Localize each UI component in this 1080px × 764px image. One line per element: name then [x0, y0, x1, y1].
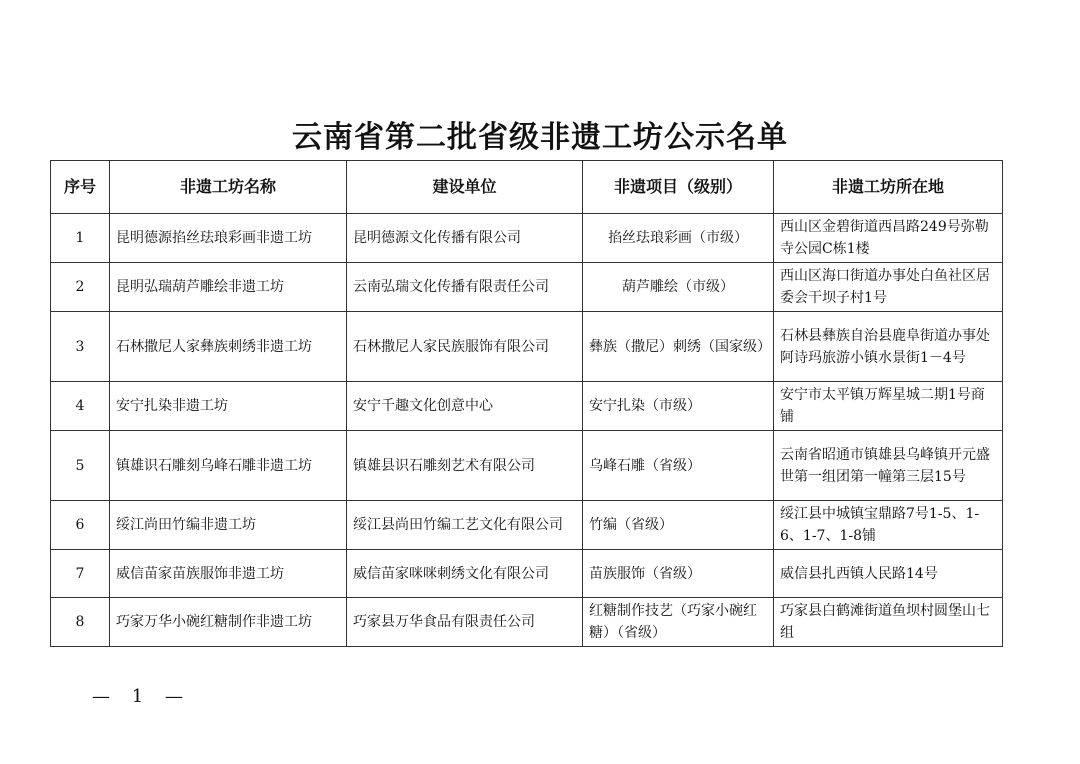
cell-address: 西山区金碧街道西昌路249号弥勒寺公园C栋1楼	[774, 214, 1003, 263]
cell-unit: 石林撒尼人家民族服饰有限公司	[347, 312, 583, 382]
cell-no: 4	[51, 382, 110, 431]
cell-name: 石林撒尼人家彝族刺绣非遗工坊	[110, 312, 347, 382]
cell-name: 巧家万华小碗红糖制作非遗工坊	[110, 598, 347, 647]
cell-no: 6	[51, 501, 110, 550]
cell-unit: 昆明德源文化传播有限公司	[347, 214, 583, 263]
cell-item: 苗族服饰（省级）	[583, 550, 774, 598]
header-unit: 建设单位	[347, 161, 583, 214]
cell-item: 彝族（撒尼）刺绣（国家级）	[583, 312, 774, 382]
cell-name: 安宁扎染非遗工坊	[110, 382, 347, 431]
cell-item: 掐丝珐琅彩画（市级）	[583, 214, 774, 263]
cell-no: 2	[51, 263, 110, 312]
header-item: 非遗项目（级别）	[583, 161, 774, 214]
workshop-list-table	[50, 160, 1003, 647]
cell-item: 红糖制作技艺（巧家小碗红糖）（省级）	[583, 598, 774, 647]
cell-no: 7	[51, 550, 110, 598]
cell-item: 竹编（省级）	[583, 501, 774, 550]
cell-name: 昆明弘瑞葫芦雕绘非遗工坊	[110, 263, 347, 312]
cell-address: 绥江县中城镇宝鼎路7号1-5、1-6、1-7、1-8铺	[774, 501, 1003, 550]
table-row	[51, 501, 1003, 550]
header-address: 非遗工坊所在地	[774, 161, 1003, 214]
cell-unit: 巧家县万华食品有限责任公司	[347, 598, 583, 647]
table-row	[51, 312, 1003, 382]
cell-name: 昆明德源掐丝珐琅彩画非遗工坊	[110, 214, 347, 263]
cell-no: 1	[51, 214, 110, 263]
cell-address: 巧家县白鹤滩街道鱼坝村圆堡山七组	[774, 598, 1003, 647]
cell-item: 乌峰石雕（省级）	[583, 431, 774, 501]
cell-name: 镇雄识石雕刻乌峰石雕非遗工坊	[110, 431, 347, 501]
cell-unit: 安宁千趣文化创意中心	[347, 382, 583, 431]
table-header-row	[51, 161, 1003, 214]
cell-address: 威信县扎西镇人民路14号	[774, 550, 1003, 598]
cell-unit: 镇雄县识石雕刻艺术有限公司	[347, 431, 583, 501]
table-row	[51, 431, 1003, 501]
table-row	[51, 263, 1003, 312]
cell-address: 西山区海口街道办事处白鱼社区居委会干坝子村1号	[774, 263, 1003, 312]
header-no: 序号	[51, 161, 110, 214]
cell-address: 云南省昭通市镇雄县乌峰镇开元盛世第一组团第一幢第三层15号	[774, 431, 1003, 501]
cell-no: 3	[51, 312, 110, 382]
cell-address: 石林县彝族自治县鹿阜街道办事处阿诗玛旅游小镇水景街1－4号	[774, 312, 1003, 382]
cell-unit: 绥江县尚田竹编工艺文化有限公司	[347, 501, 583, 550]
cell-unit: 云南弘瑞文化传播有限责任公司	[347, 263, 583, 312]
document-title: 云南省第二批省级非遗工坊公示名单	[292, 120, 788, 155]
cell-item: 安宁扎染（市级）	[583, 382, 774, 431]
table-row	[51, 598, 1003, 647]
cell-address: 安宁市太平镇万辉星城二期1号商铺	[774, 382, 1003, 431]
cell-name: 绥江尚田竹编非遗工坊	[110, 501, 347, 550]
page-number: — 1 —	[92, 686, 191, 707]
cell-no: 8	[51, 598, 110, 647]
table-row	[51, 550, 1003, 598]
cell-unit: 威信苗家咪咪刺绣文化有限公司	[347, 550, 583, 598]
cell-name: 威信苗家苗族服饰非遗工坊	[110, 550, 347, 598]
table-row	[51, 382, 1003, 431]
cell-no: 5	[51, 431, 110, 501]
table-row	[51, 214, 1003, 263]
header-name: 非遗工坊名称	[110, 161, 347, 214]
cell-item: 葫芦雕绘（市级）	[583, 263, 774, 312]
